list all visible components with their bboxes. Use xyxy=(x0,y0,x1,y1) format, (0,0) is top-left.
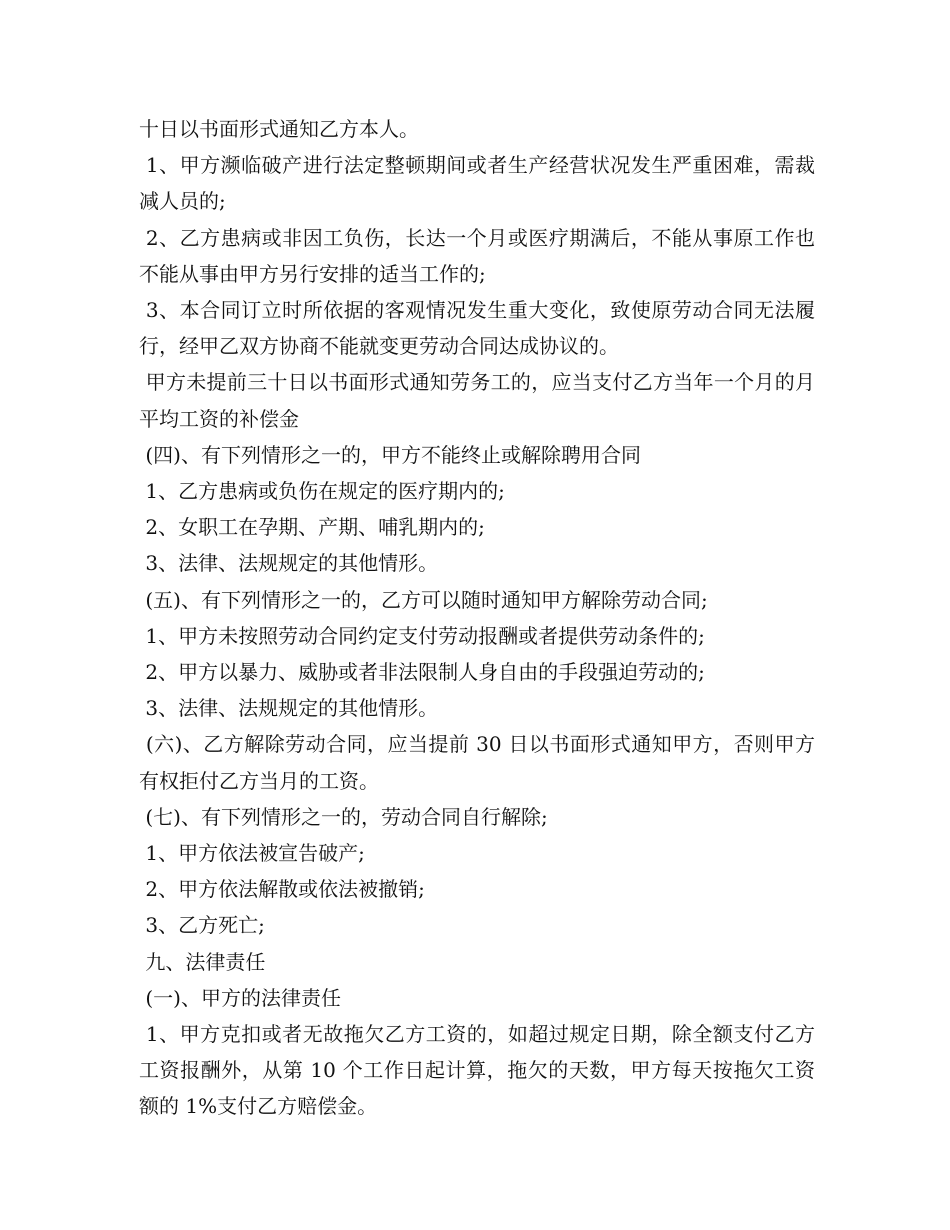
paragraph-compensation: 甲方未提前三十日以书面形式通知劳务工的，应当支付乙方当年一个月的月平均工资的补偿金 xyxy=(139,370,816,431)
chapter-heading-9: 九、法律责任 xyxy=(139,949,266,974)
paragraph-item: 1、甲方未按照劳动合同约定支付劳动报酬或者提供劳动条件的; xyxy=(139,623,705,648)
section-heading-7: (七)、有下列情形之一的，劳动合同自行解除; xyxy=(139,804,548,829)
paragraph-item: 1、乙方患病或负伤在规定的医疗期内的; xyxy=(139,479,505,504)
section-heading-4: (四)、有下列情形之一的，甲方不能终止或解除聘用合同 xyxy=(139,442,641,467)
paragraph-clause-1-bankruptcy: 1、甲方濒临破产进行法定整顿期间或者生产经营状况发生严重困难，需裁减人员的; xyxy=(139,153,815,214)
paragraph-item: 1、甲方克扣或者无故拖欠乙方工资的，如超过规定日期，除全额支付乙方工资报酬外，从第 10 个工作日起计算，拖欠的天数，甲方每天按拖欠工资额的 1%支付乙方赔偿金。 xyxy=(139,1022,815,1119)
paragraph-clause-2-illness: 2、乙方患病或非因工负伤，长达一个月或医疗期满后，不能从事原工作也不能从事由甲方另行安排的适当工作的; xyxy=(139,225,815,286)
paragraph-clause-3-circumstances: 3、本合同订立时所依据的客观情况发生重大变化，致使原劳动合同无法履行，经甲乙双方协商不能就变更劳动合同达成协议的。 xyxy=(139,298,815,359)
paragraph-item: 3、乙方死亡; xyxy=(139,913,265,938)
paragraph-item: 1、甲方依法被宣告破产; xyxy=(139,841,365,866)
paragraph-item: 2、甲方依法解散或依法被撤销; xyxy=(139,877,425,902)
section-heading-6: (六)、乙方解除劳动合同，应当提前 30 日以书面形式通知甲方，否则甲方有权拒付乙方当月的工资。 xyxy=(139,732,815,793)
paragraph-item: 3、法律、法规规定的其他情形。 xyxy=(139,551,439,576)
section-heading-9-1: (一)、甲方的法律责任 xyxy=(139,985,341,1010)
paragraph-item: 2、甲方以暴力、威胁或者非法限制人身自由的手段强迫劳动的; xyxy=(139,660,705,685)
paragraph-item: 2、女职工在孕期、产期、哺乳期内的; xyxy=(139,515,485,540)
document-body xyxy=(139,111,815,1125)
section-heading-5: (五)、有下列情形之一的，乙方可以随时通知甲方解除劳动合同; xyxy=(139,587,708,612)
paragraph-notice-continuation: 十日以书面形式通知乙方本人。 xyxy=(139,117,419,141)
paragraph-item: 3、法律、法规规定的其他情形。 xyxy=(139,696,439,721)
